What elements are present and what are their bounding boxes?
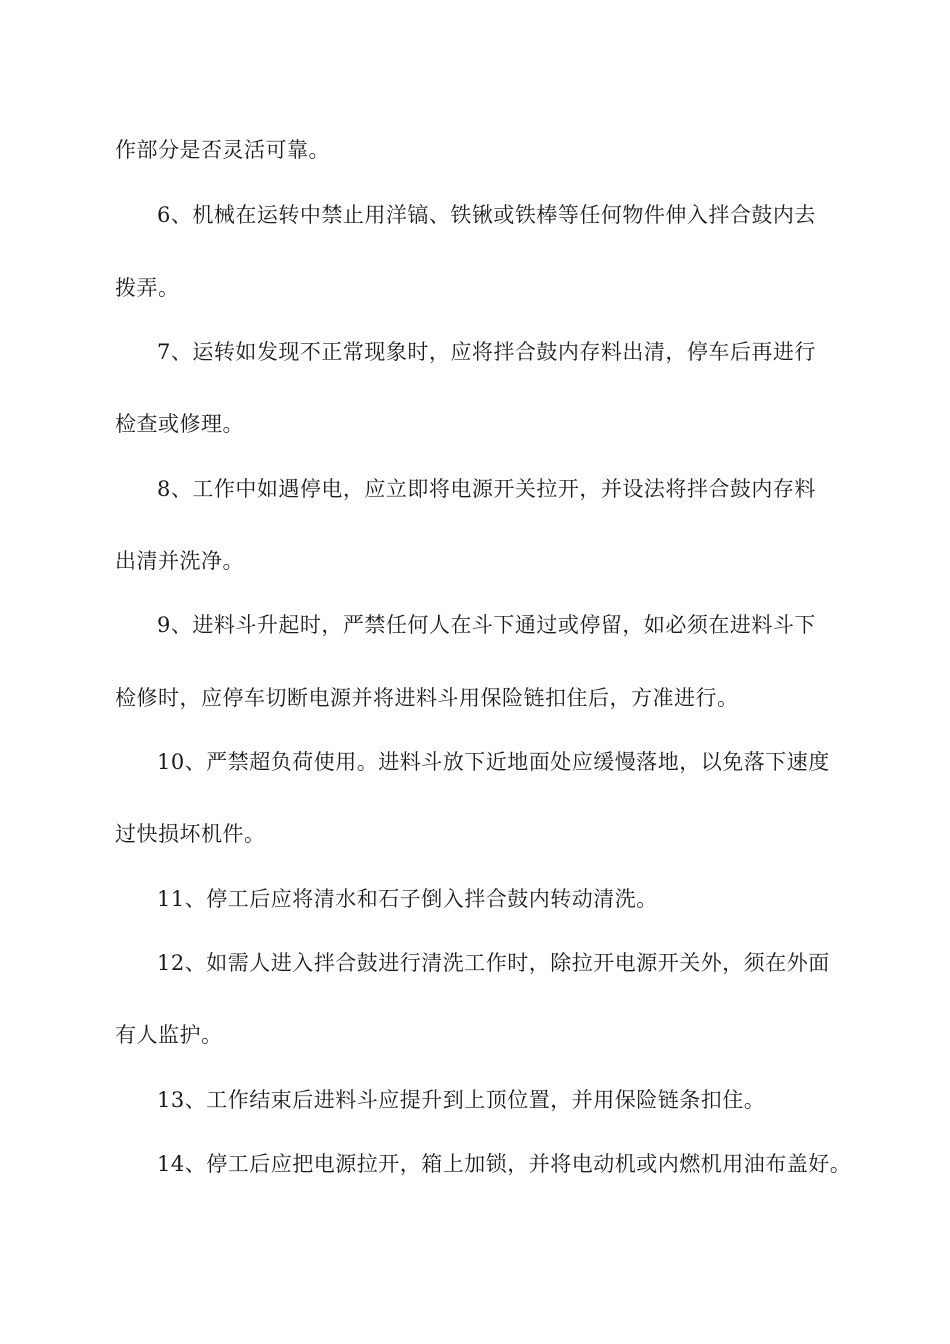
item-8-line-1: 8、工作中如遇停电，应立即将电源开关拉开，并设法将拌合鼓内存料 xyxy=(157,477,816,501)
item-9-line-1: 9、进料斗升起时，严禁任何人在斗下通过或停留，如必须在进料斗下 xyxy=(157,613,816,637)
item-10-line-2: 过快损坏机件。 xyxy=(115,822,266,846)
item-13-line-1: 13、工作结束后进料斗应提升到上顶位置，并用保险链条扣住。 xyxy=(157,1088,766,1112)
item-12-line-2: 有人监护。 xyxy=(115,1023,223,1047)
item-8-line-2: 出清并洗净。 xyxy=(115,549,244,573)
item-6-line-1: 6、机械在运转中禁止用洋镐、铁锹或铁棒等任何物件伸入拌合鼓内去 xyxy=(157,203,816,227)
item-14-line-1: 14、停工后应把电源拉开，箱上加锁，并将电动机或内燃机用油布盖好。 xyxy=(157,1152,852,1176)
item-6-line-2: 拨弄。 xyxy=(115,276,180,300)
item-9-line-2: 检修时，应停车切断电源并将进料斗用保险链扣住后，方准进行。 xyxy=(115,686,739,710)
item-11-line-1: 11、停工后应将清水和石子倒入拌合鼓内转动清洗。 xyxy=(157,887,658,911)
text-line-continuation-5: 作部分是否灵活可靠。 xyxy=(115,138,330,162)
item-7-line-2: 检查或修理。 xyxy=(115,412,244,436)
item-7-line-1: 7、运转如发现不正常现象时，应将拌合鼓内存料出清，停车后再进行 xyxy=(157,340,816,364)
item-10-line-1: 10、严禁超负荷使用。进料斗放下近地面处应缓慢落地，以免落下速度 xyxy=(157,750,830,774)
item-12-line-1: 12、如需人进入拌合鼓进行清洗工作时，除拉开电源开关外，须在外面 xyxy=(157,951,830,975)
